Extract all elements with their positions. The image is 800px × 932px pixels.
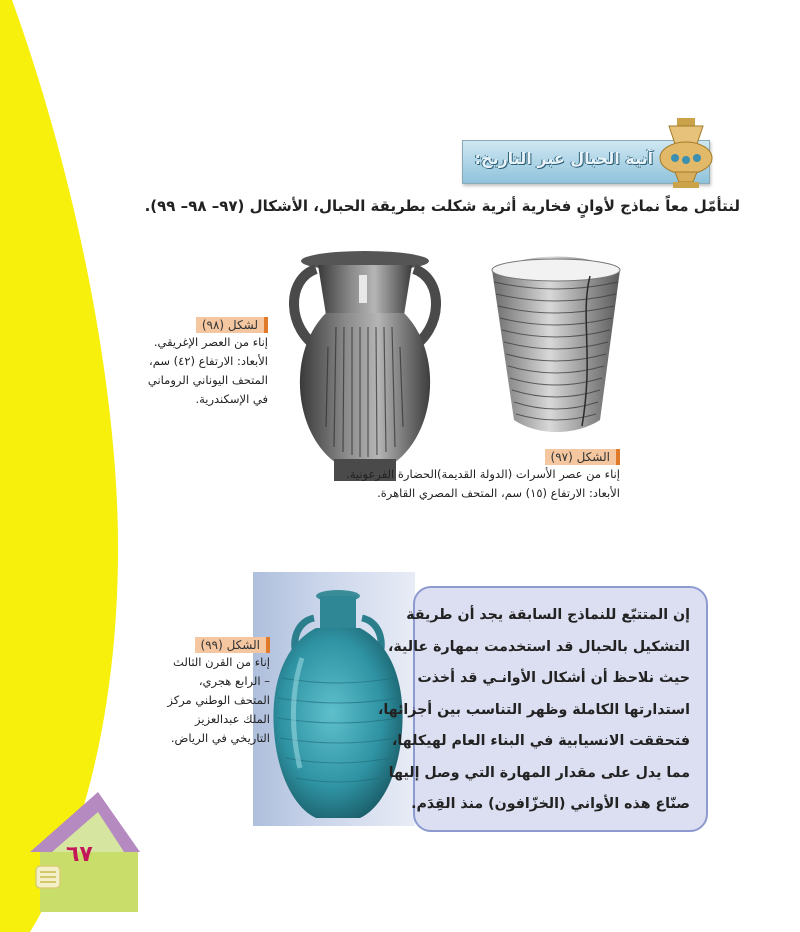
explanation-line: صنّاع هذه الأواني (الخزّافون) منذ القِدَم. [411, 796, 690, 812]
caption-line: إناء من عصر الأسرات (الدولة القديمة)الحضارة الفرعونية. [346, 467, 620, 481]
yellow-side-band [0, 0, 118, 932]
explanation-line: فتحققت الانسيابية في البناء العام لهيكلها، [391, 733, 690, 749]
book-icon [36, 866, 60, 888]
caption-line: المتحف اليوناني الروماني [147, 373, 268, 387]
intro-text: لنتأمّل معاً نماذج لأوانٍ فخارية أثرية شكلت بطريقة الحبال، الأشكال (٩٧– ٩٨– ٩٩). [144, 197, 740, 215]
figure-98-label: لشكل (٩٨) [196, 317, 268, 333]
figure-98-description [120, 333, 268, 409]
explanation-box [377, 586, 708, 832]
figure-97-caption [346, 446, 620, 503]
figure-99-label: الشكل (٩٩) [195, 637, 270, 653]
page-number: ٦٧ [66, 842, 93, 867]
caption-line: إناء من العصر الإغريقي. [153, 335, 268, 349]
figure-98-caption [120, 314, 268, 409]
caption-line: إناء من القرن الثالث [173, 655, 270, 669]
pharaonic-bowl-image [486, 256, 626, 434]
figure-99-caption [120, 634, 270, 748]
mosque-lamp-icon [655, 116, 717, 190]
explanation-line: حيث نلاحظ أن أشكال الأوانـي قد أخذت [417, 670, 690, 686]
explanation-line: استدارتها الكاملة وظهر التناسب بين أجزائها، [377, 701, 690, 718]
section-title: آنية الحبال عبر التاريخ: [474, 149, 653, 168]
caption-line: التاريخي في الرياض. [170, 731, 270, 745]
caption-line: الأبعاد: الارتفاع (١٥) سم، المتحف المصري القاهرة. [377, 486, 620, 500]
explanation-line: إن المتتبّع للنماذج السابقة يجد أن طريقة [406, 607, 690, 623]
explanation-line: مما يدل على مقدار المهارة التي وصل إليها [388, 764, 690, 781]
caption-line: الملك عبدالعزيز [194, 712, 270, 726]
caption-line: – الرابع هجري، [198, 674, 270, 688]
explanation-line: التشكيل بالحبال قد استخدمت بمهارة عالية، [388, 638, 690, 655]
figure-97-label: الشكل (٩٧) [545, 449, 620, 465]
caption-line: المتحف الوطني مركز [167, 693, 270, 707]
figure-97-description [346, 465, 620, 503]
caption-line: الأبعاد: الارتفاع (٤٢) سم، [148, 354, 268, 368]
caption-line: في الإسكندرية. [195, 392, 268, 406]
greek-vase-image [286, 247, 444, 487]
figure-99-description [120, 653, 270, 748]
